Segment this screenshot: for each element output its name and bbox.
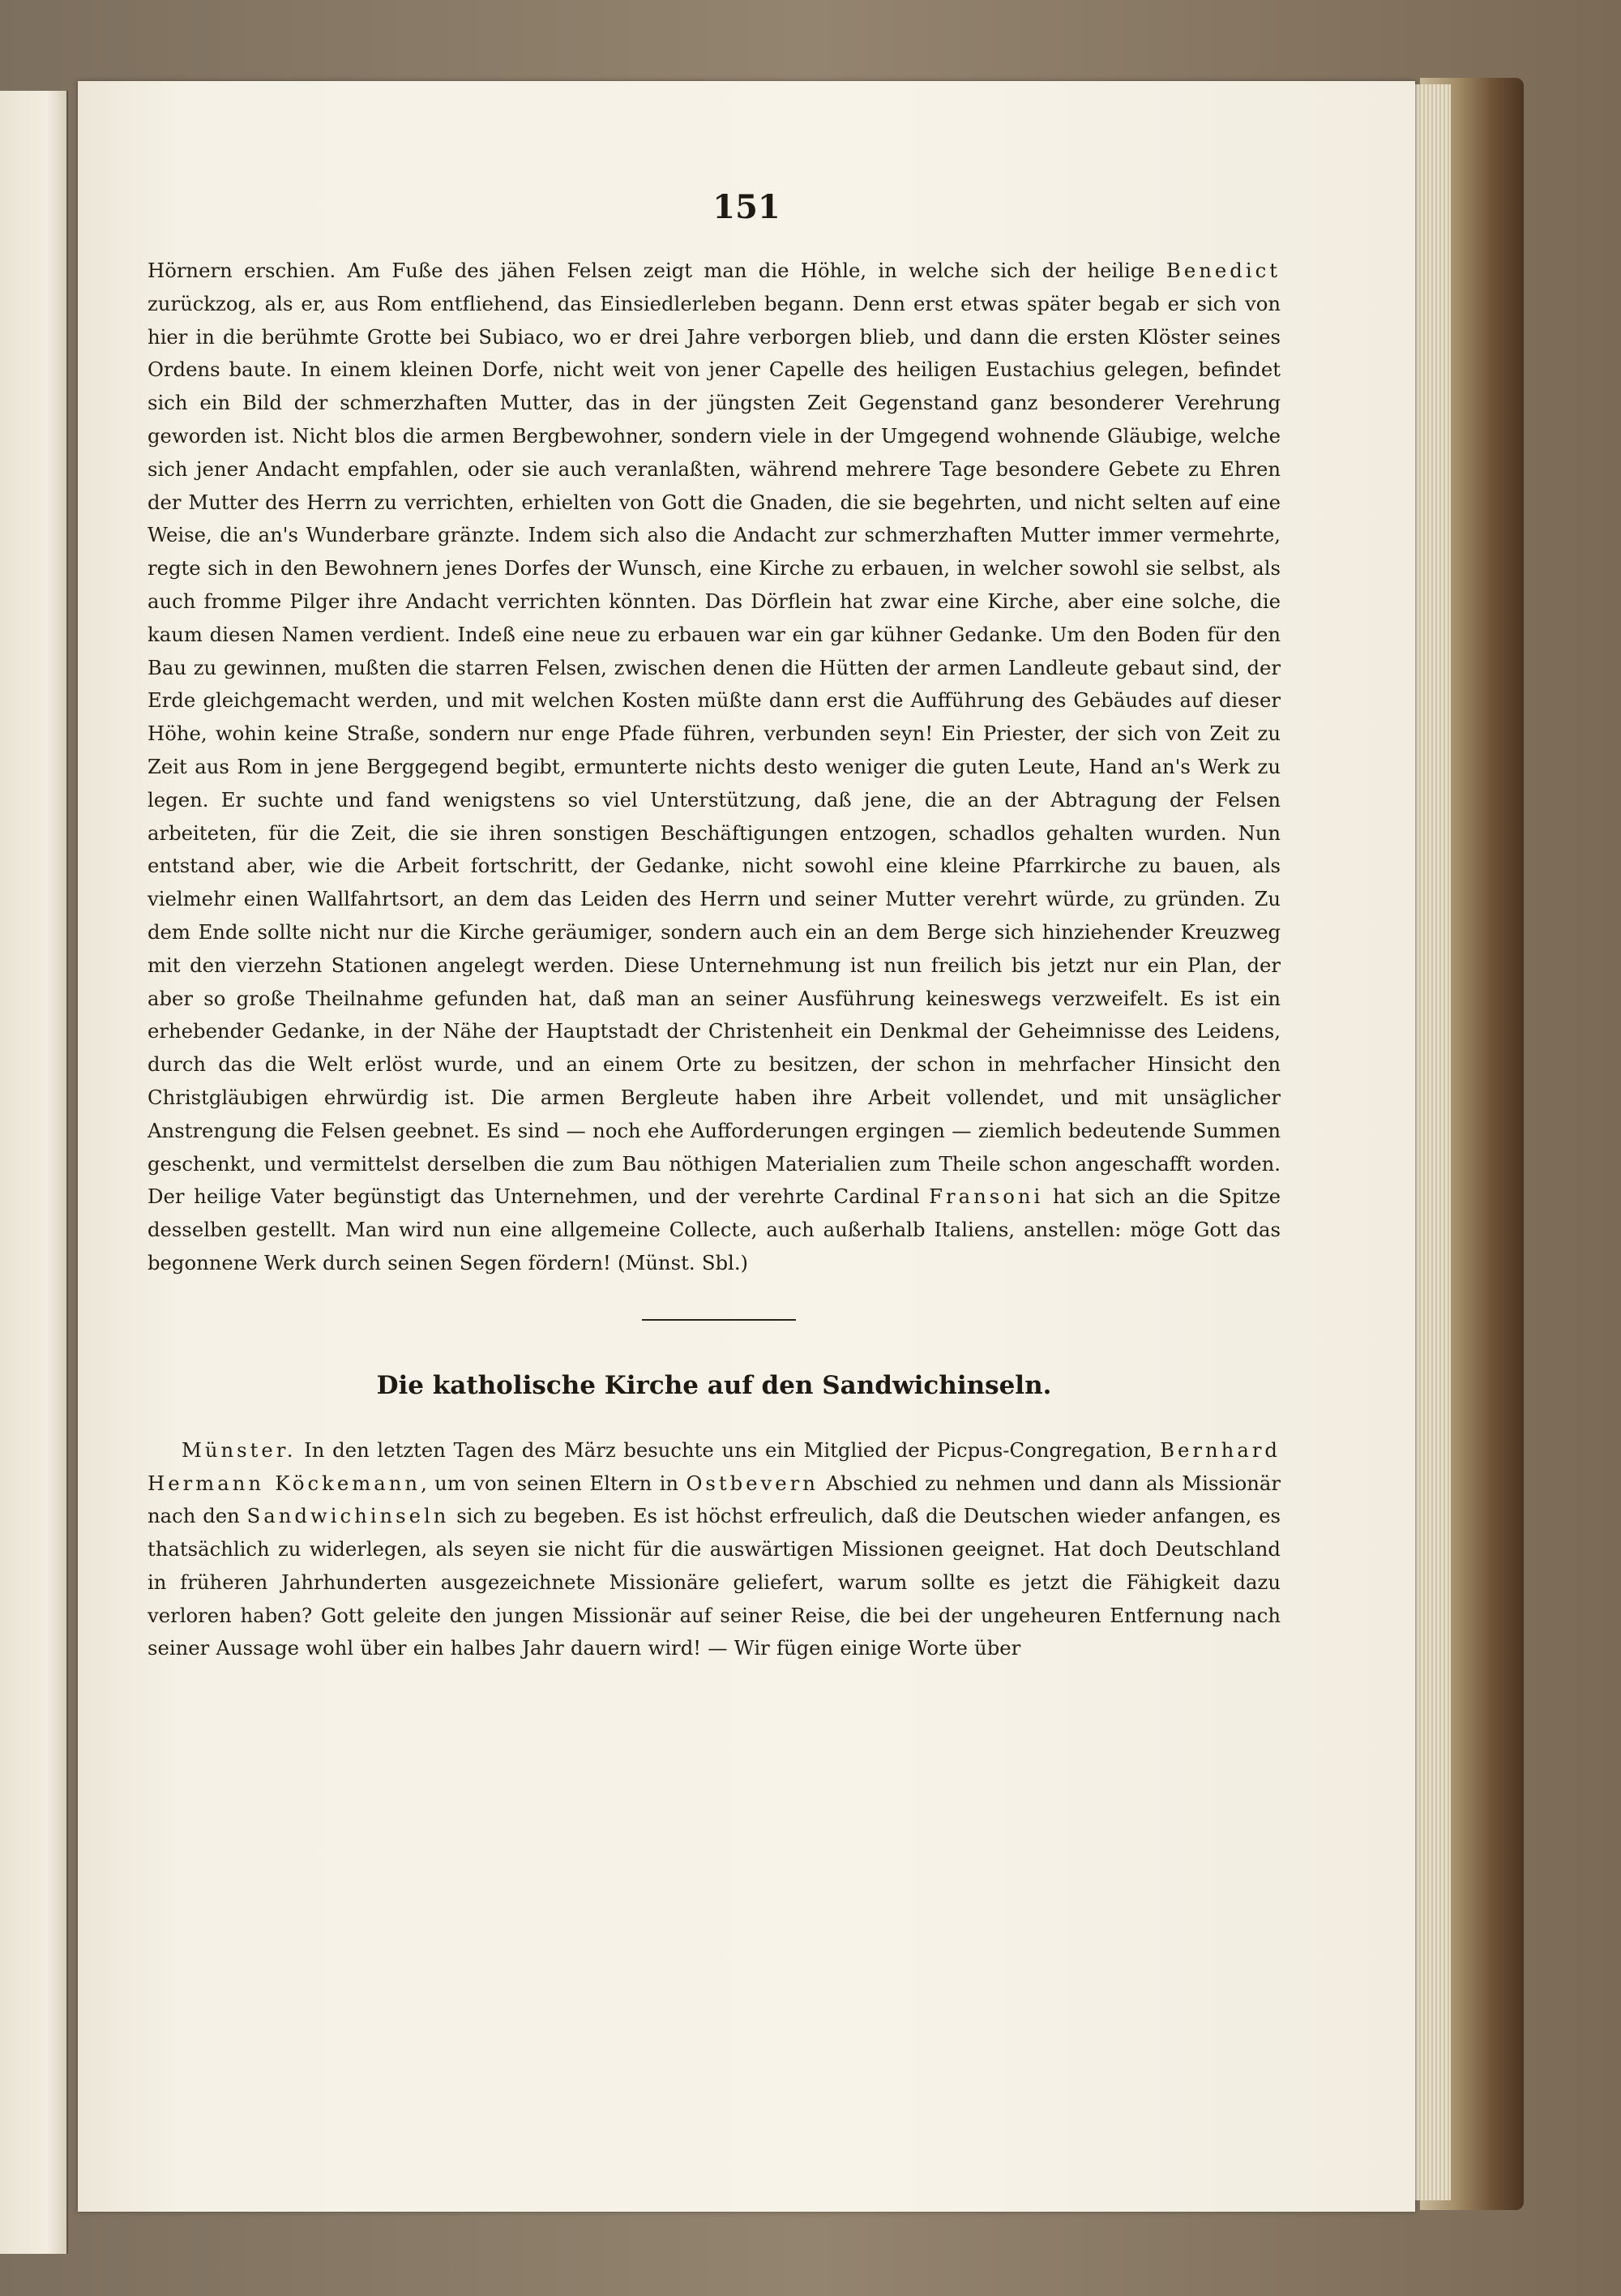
section-separator	[148, 1319, 1281, 1322]
text-run: hat sich an die Spitze desselben gestellt. Man wird nun eine allgemeine Collecte, auch außerhalb Italiens, anstellen: möge Gott das begonnene Werk durch seinen Segen fördern! (Münst. Sbl.)	[148, 1184, 1281, 1274]
emphasized-name: Bernhard Hermann Köckemann	[148, 1437, 1281, 1495]
text-run: , um von seinen Eltern in	[421, 1471, 686, 1495]
emphasized-name: Münster.	[182, 1437, 297, 1462]
text-run: sich zu begeben. Es ist höchst erfreulich, daß die Deutschen wieder anfangen, es thatsächlich zu widerlegen, als seyen sie nicht für die auswärtigen Missionen geeignet. Hat doch Deutschland in früheren Jahrhunderten ausgezeichnete Missionäre geliefert, warum sollte es jetzt die Fähigkeit dazu verloren haben? Gott geleite den jungen Missionär auf seiner Reise, die bei der ungeheuren Entfernung nach seiner Aussage wohl über ein halbes Jahr dauern wird! — Wir fügen einige Worte über	[148, 1504, 1281, 1660]
page-number: 151	[712, 188, 781, 226]
text-column	[148, 255, 1281, 1665]
text-run: Hörnern erschien. Am Fuße des jähen Felsen zeigt man die Höhle, in welche sich der heilige	[148, 259, 1167, 282]
emphasized-name: Benedict	[1166, 259, 1281, 282]
article-paragraph-1	[148, 255, 1281, 1280]
emphasized-name: Fransoni	[929, 1184, 1044, 1209]
article-paragraph-2	[148, 1434, 1281, 1666]
text-run: Abschied zu nehmen und dann als Missionär nach den	[148, 1471, 1281, 1528]
left-page-edge	[0, 91, 68, 2254]
book-page	[78, 81, 1415, 2212]
text-run: In den letzten Tagen des März besuchte uns ein Mitglied der Picpus-Congregation,	[296, 1437, 1161, 1462]
separator-rule	[642, 1319, 796, 1321]
text-run: zurückzog, als er, aus Rom entfliehend, das Einsiedlerleben begann. Denn erst etwas später begab er sich von hier in die berühmte Grotte bei Subiaco, wo er drei Jahre verborgen blieb, und dann die ersten Klöster seines Ordens baute. In einem kleinen Dorfe, nicht weit von jener Capelle des heiligen Eustachius gelegen, befindet sich ein Bild der schmerzhaften Mutter, das in der jüngsten Zeit Gegenstand ganz besonderer Verehrung geworden ist. Nicht blos die armen Bergbewohner, sondern viele in der Umgegend wohnende Gläubige, welche sich jener Andacht empfahlen, oder sie auch veranlaßten, während mehrere Tage besondere Gebete zu Ehren der Mutter des Herrn zu verrichten, erhielten von Gott die Gnaden, die sie begehrten, und nicht selten auf eine Weise, die an's Wunderbare gränzte. Indem sich also die Andacht zur schmerzhaften Mutter immer vermehrte, regte sich in den Bewohnern jenes Dorfes der Wunsch, eine Kirche zu erbauen, in welcher sowohl sie selbst, als auch fromme Pilger ihre Andacht verrichten könnten. Das Dörflein hat zwar eine Kirche, aber eine solche, die kaum diesen Namen verdient. Indeß eine neue zu erbauen war ein gar kühner Gedanke. Um den Boden für den Bau zu gewinnen, mußten die starren Felsen, zwischen denen die Hütten der armen Landleute gebaut sind, der Erde gleichgemacht werden, und mit welchen Kosten müßte dann erst die Aufführung des Gebäudes auf dieser Höhe, wohin keine Straße, sondern nur enge Pfade führen, verbunden seyn! Ein Priester, der sich von Zeit zu Zeit aus Rom in jene Berggegend begibt, ermunterte nichts desto weniger die guten Leute, Hand an's Werk zu legen. Er suchte und fand wenigstens so viel Unterstützung, daß jene, die an der Abtragung der Felsen arbeiteten, für die Zeit, die sie ihren sonstigen Beschäftigungen entzogen, schadlos gehalten wurden. Nun entstand aber, wie die Arbeit fortschritt, der Gedanke, nicht sowohl eine kleine Pfarrkirche zu bauen, als vielmehr einen Wallfahrtsort, an dem das Leiden des Herrn und seiner Mutter verehrt würde, zu gründen. Zu dem Ende sollte nicht nur die Kirche geräumiger, sondern auch ein an dem Berge sich hinziehender Kreuzweg mit den vierzehn Stationen angelegt werden. Diese Unternehmung ist nun freilich bis jetzt nur ein Plan, der aber so große Theilnahme gefunden hat, daß man an seiner Ausführung keineswegs verzweifelt. Es ist ein erhebender Gedanke, in der Nähe der Hauptstadt der Christenheit ein Denkmal der Geheimnisse des Leidens, durch das die Welt erlöst wurde, und an einem Orte zu besitzen, der schon in mehrfacher Hinsicht den Christgläubigen ehrwürdig ist. Die armen Bergleute haben ihre Arbeit vollendet, und mit unsäglicher Anstrengung die Felsen geebnet. Es sind — noch ehe Aufforderungen ergingen — ziemlich bedeutende Summen geschenkt, und vermittelst derselben die zum Bau nöthigen Materialien zum Theile schon angeschafft worden. Der heilige Vater begünstigt das Unternehmen, und der verehrte Cardinal	[148, 291, 1281, 1209]
section-heading: Die katholische Kirche auf den Sandwichinseln.	[376, 1370, 1052, 1400]
emphasized-name: Ostbevern	[686, 1471, 819, 1495]
emphasized-name: Sandwichinseln	[246, 1504, 450, 1528]
